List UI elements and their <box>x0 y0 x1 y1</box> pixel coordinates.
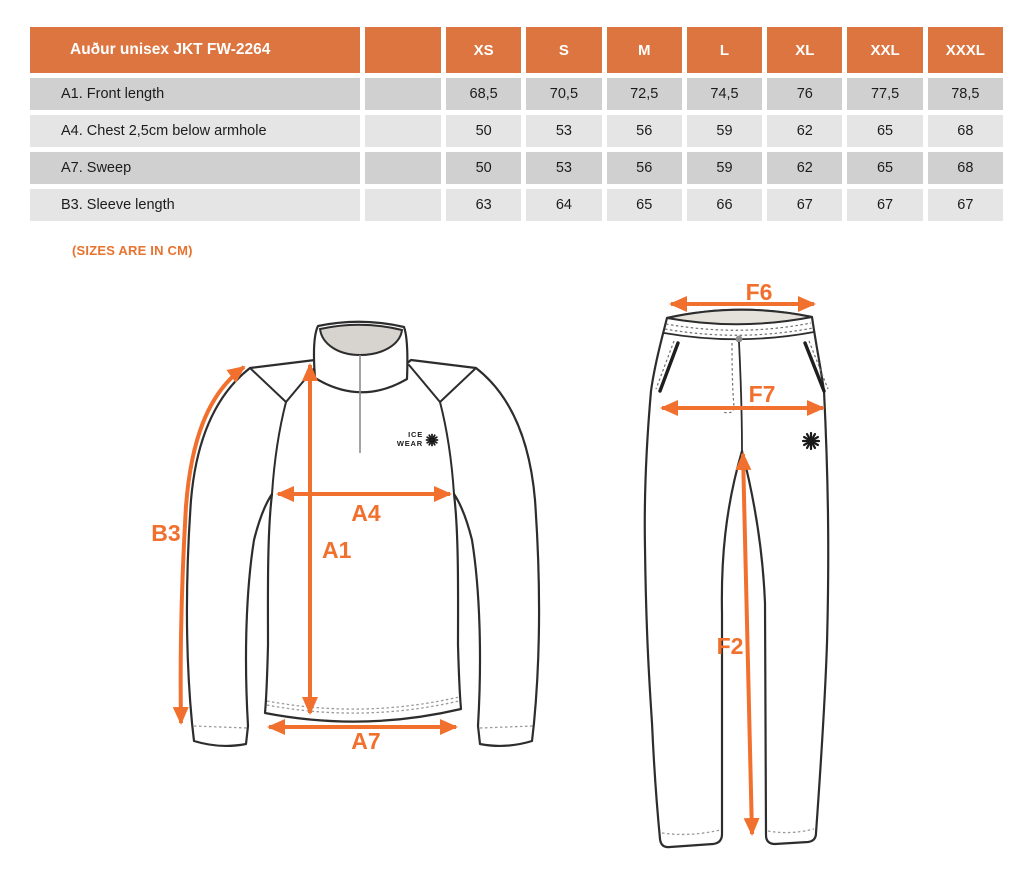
label-f2: F2 <box>716 633 744 659</box>
size-header-xxxl: XXXL <box>928 27 1003 73</box>
value-cell: 50 <box>446 115 521 147</box>
label-f6: F6 <box>745 283 773 305</box>
row-label: A1. Front length <box>30 78 360 110</box>
value-cell: 53 <box>526 115 601 147</box>
size-header-m: M <box>607 27 682 73</box>
jacket-measurement-diagram <box>130 290 600 790</box>
value-cell: 70,5 <box>526 78 601 110</box>
row-label: A7. Sweep <box>30 152 360 184</box>
value-cell: 65 <box>607 189 682 221</box>
row-label: B3. Sleeve length <box>30 189 360 221</box>
spacer-cell <box>365 115 441 147</box>
spacer-cell <box>365 189 441 221</box>
value-cell: 68 <box>928 152 1003 184</box>
jacket-body-outline <box>187 360 539 746</box>
pants-measurement-diagram <box>620 283 920 883</box>
value-cell: 64 <box>526 189 601 221</box>
size-header-s: S <box>526 27 601 73</box>
value-cell: 74,5 <box>687 78 762 110</box>
sizes-in-cm-note: (SIZES ARE IN CM) <box>72 243 193 258</box>
value-cell: 56 <box>607 152 682 184</box>
size-header-l: L <box>687 27 762 73</box>
value-cell: 76 <box>767 78 842 110</box>
value-cell: 59 <box>687 115 762 147</box>
value-cell: 63 <box>446 189 521 221</box>
label-a4: A4 <box>351 500 381 526</box>
header-spacer-cell <box>365 27 441 73</box>
value-cell: 68,5 <box>446 78 521 110</box>
value-cell: 65 <box>847 115 922 147</box>
value-cell: 65 <box>847 152 922 184</box>
product-title: Auður unisex JKT FW-2264 <box>30 27 360 73</box>
value-cell: 67 <box>847 189 922 221</box>
value-cell: 68 <box>928 115 1003 147</box>
label-a1: A1 <box>322 537 352 563</box>
label-f7: F7 <box>748 381 776 407</box>
label-b3: B3 <box>151 520 181 546</box>
value-cell: 59 <box>687 152 762 184</box>
spacer-cell <box>365 78 441 110</box>
logo-text-ice: ICE <box>408 430 423 439</box>
value-cell: 67 <box>928 189 1003 221</box>
waist-button <box>736 336 743 343</box>
value-cell: 62 <box>767 152 842 184</box>
size-table <box>30 27 1003 221</box>
logo-text-wear: WEAR <box>396 439 423 448</box>
value-cell: 62 <box>767 115 842 147</box>
value-cell: 77,5 <box>847 78 922 110</box>
value-cell: 66 <box>687 189 762 221</box>
size-header-xxl: XXL <box>847 27 922 73</box>
value-cell: 67 <box>767 189 842 221</box>
row-label: A4. Chest 2,5cm below armhole <box>30 115 360 147</box>
arrow-f2-inseam <box>743 454 752 834</box>
value-cell: 53 <box>526 152 601 184</box>
label-a7: A7 <box>351 728 381 754</box>
size-header-xl: XL <box>767 27 842 73</box>
value-cell: 56 <box>607 115 682 147</box>
spacer-cell <box>365 152 441 184</box>
value-cell: 50 <box>446 152 521 184</box>
value-cell: 78,5 <box>928 78 1003 110</box>
value-cell: 72,5 <box>607 78 682 110</box>
pants-outline <box>645 310 828 847</box>
size-header-xs: XS <box>446 27 521 73</box>
